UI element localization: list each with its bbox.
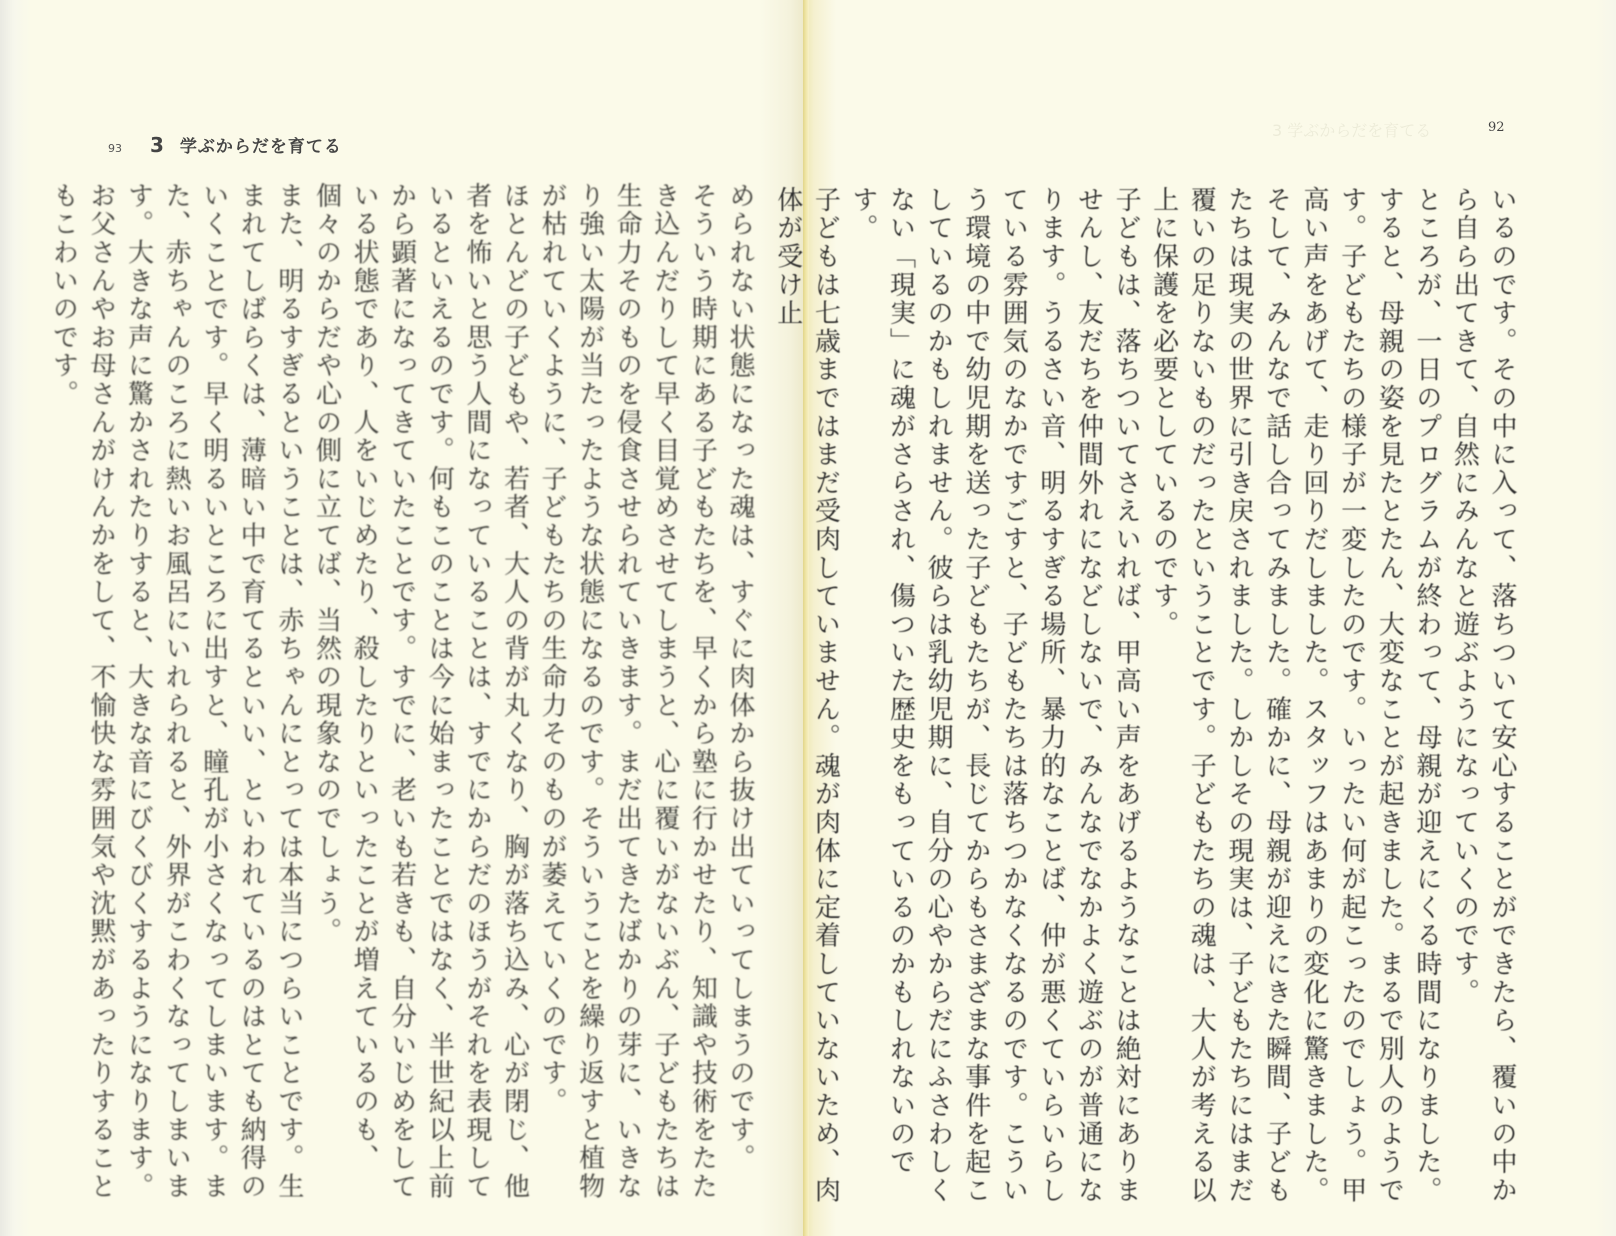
right-page-number: 92 <box>1488 120 1505 135</box>
right-paragraph-4: 子どもは七歳まではまだ受肉していません。魂が肉体に定着していないため、肉体が受け止 <box>772 186 841 1205</box>
left-paragraph-2: そういう時期にある子どもたちを、早くから塾に行かせたり、知識や技術をたたき込んだりして早く目覚めさせてしまうと、心に覆いがないぶん、子どもたちは生命力そのものを侵食させられていきます。まだ出てきたばかりの芽に、いきなり強い太陽が当たったような状態になるのです。そういうことを繰り返すと植物が枯れていくように、子どもたちの生命力そのものが萎えていくのです。 <box>537 182 718 1201</box>
running-head <box>108 132 342 157</box>
left-paragraph-3: ほとんどの子どもや、若者、大人の背が丸くなり、胸が落ち込み、心が閉じ、他者を怖いと思う人間になっていることは、すでにからだのほうがそれを表現しているといえるのです。何もこのことは今に始まったことではなく、半世紀以上前から顕著になってきていたことです。すでに、老いも若きも、自分いじめをしている状態であり、人をいじめたり、殺したりといったことが増えているのも、個々のからだや心の側に立てば、当然の現象なのでしょう。 <box>311 182 530 1201</box>
left-paragraph-4: また、明るすぎるということは、赤ちゃんにとっては本当につらいことです。生まれてしばらくは、薄暗い中で育てるといい、といわれているのはとても納得のいくことです。早く明るいところに出すと、瞳孔が小さくなってしまいます。また、赤ちゃんのころに熱いお風呂にいれられると、外界がこわくなってしまいます。大きな声に驚かされたりすると、大きな音にびくびくするようになります。お父さんやお母さんがけんかをして、不愉快な雰囲気や沈黙があったりすることもこわいのです。 <box>48 182 304 1201</box>
right-paragraph-2: ところが、一日のプログラムが終わって、母親が迎えにくる時間になりました。すると、母親の姿を見たとたん、大変なことが起きました。まるで別人のようです。子どもたちの様子が一変したのです。いったい何が起こったのでしょう。甲高い声をあげて、走り回りだしました。スタッフはあまりの変化に驚きました。そして、みんなで話し合ってみました。確かに、母親が迎えにきた瞬間、子どもたちは現実の世界に引き戻されました。しかしその現実は、子どもたちにはまだ覆いの足りないものだったということです。子どもたちの魂は、大人が考える以上に保護を必要としているのです。 <box>1148 186 1442 1205</box>
chapter-title: 学ぶからだを育てる <box>179 137 342 157</box>
left-page-body <box>48 182 758 1212</box>
right-page-body <box>772 186 1520 1216</box>
right-paragraph-3: 子どもは、落ちついてさえいれば、甲高い声をあげるようなことは絶対にありませんし、友だちを仲間外れになどしないで、みんなでなかよく遊ぶのが普通になります。うるさい音、明るすぎる場所、暴力的なことば、仲が悪くていらいらしている雰囲気のなかですごすと、子どもたちは落ちつかなくなるのです。こういう環境の中で幼児期を送った子どもたちが、長じてからもさまざまな事件を起こしているのかもしれません。彼らは乳幼児期に、自分の心やからだにふさわしくない「現実」に魂がさらされ、傷ついた歴史をもっているのかもしれないのです。 <box>847 186 1142 1205</box>
show-through-running-head: 3 学ぶからだを育てる <box>1272 121 1432 140</box>
right-paragraph-1: いるのです。その中に入って、落ちついて安心することができたら、覆いの中から自ら出てきて、自然にみんなと遊ぶようになっていくのです。 <box>1449 186 1517 1205</box>
left-page <box>0 0 806 1236</box>
left-page-number: 93 <box>108 142 122 155</box>
left-paragraph-1: められない状態になった魂は、すぐに肉体から抜け出ていってしまうのです。 <box>725 182 755 1173</box>
chapter-number: 3 <box>150 133 164 157</box>
